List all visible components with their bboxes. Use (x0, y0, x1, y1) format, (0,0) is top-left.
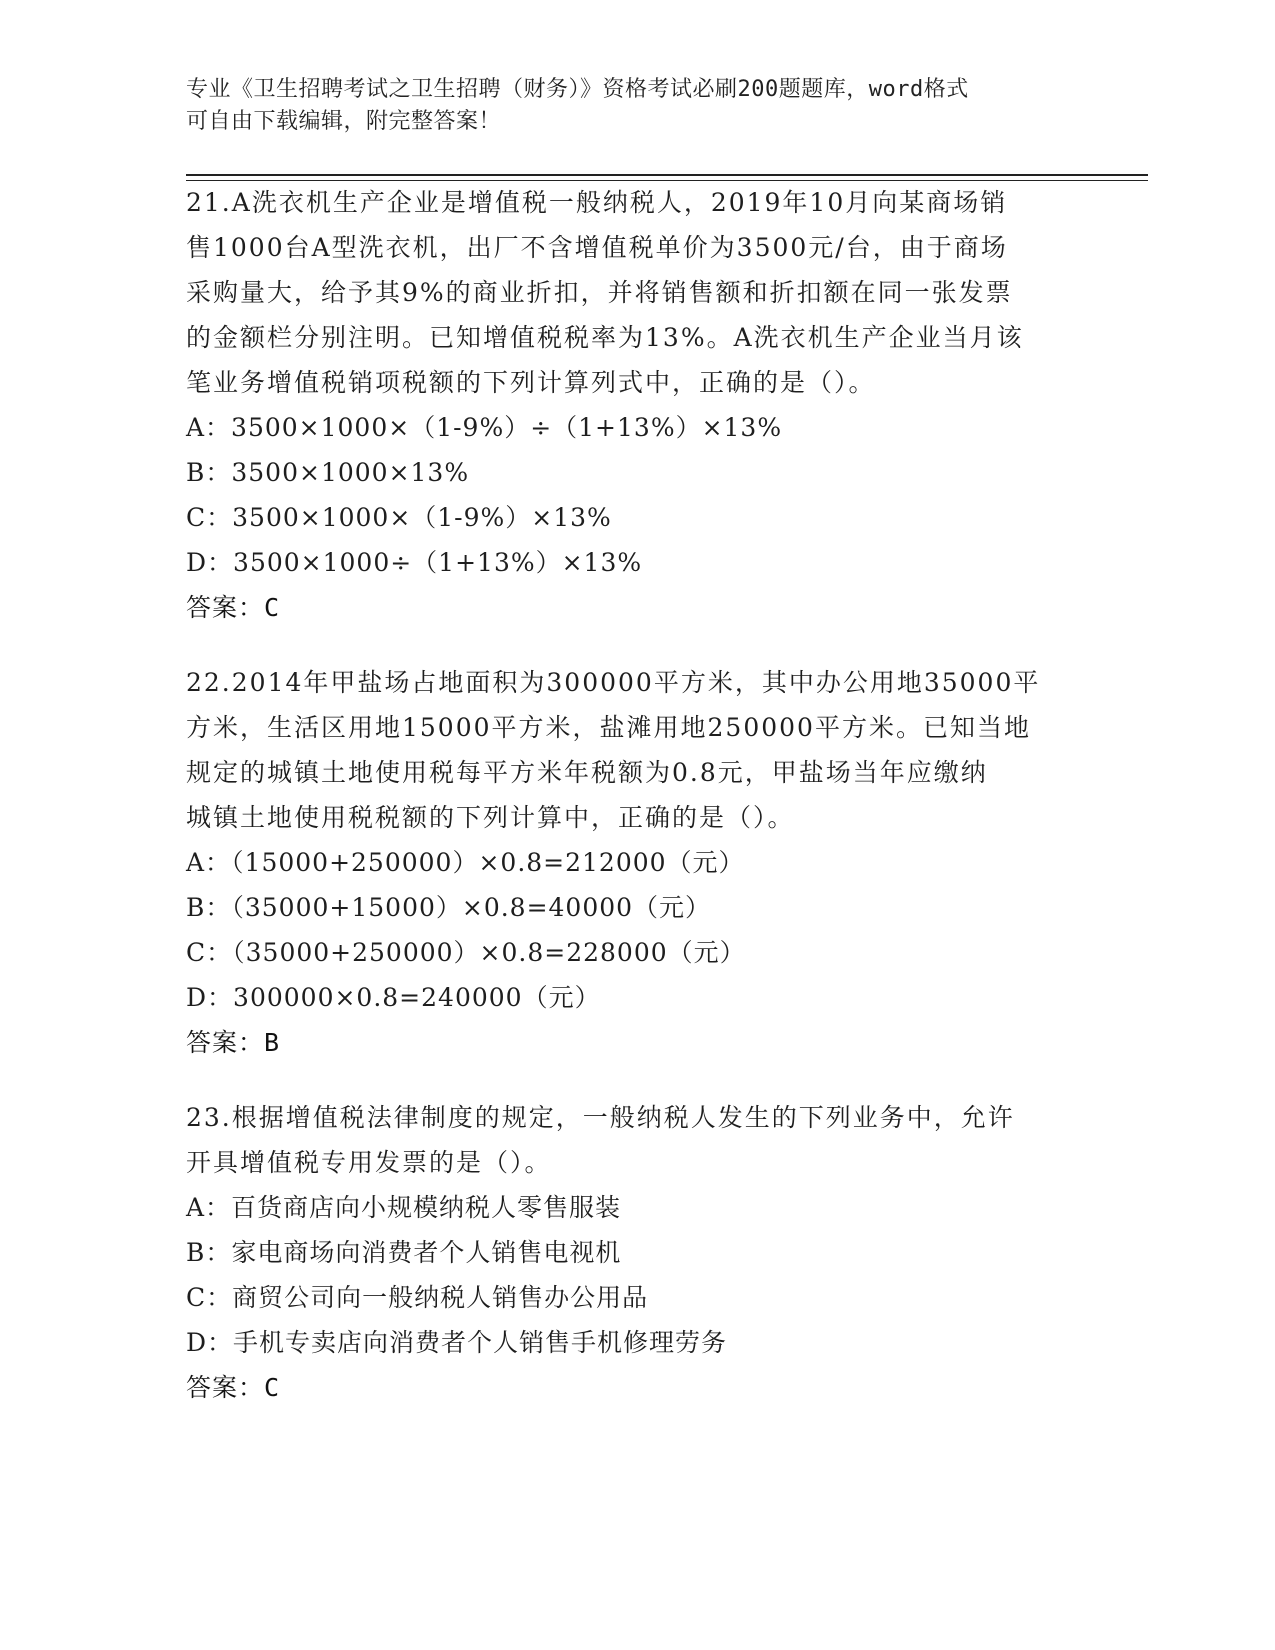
option-c: C：3500×1000×（1-9%）×13% (186, 503, 612, 532)
option-b: B：家电商场向消费者个人销售电视机 (186, 1238, 622, 1267)
option-a: A：（15000+250000）×0.8=212000（元） (186, 848, 745, 877)
question-text-line: 开具增值税专用发票的是（）。 (186, 1148, 552, 1177)
option-d: D：300000×0.8=240000（元） (186, 983, 601, 1012)
question-text-line: 售1000台A型洗衣机，出厂不含增值税单价为3500元/台，由于商场 (186, 233, 1008, 262)
option-a: A：百货商店向小规模纳税人零售服装 (186, 1193, 622, 1222)
answer-line: 答案：C (186, 593, 281, 622)
option-d: D：手机专卖店向消费者个人销售手机修理劳务 (186, 1328, 728, 1357)
option-d: D：3500×1000÷（1+13%）×13% (186, 548, 643, 577)
question-text-line: 22.2014年甲盐场占地面积为300000平方米，其中办公用地35000平 (186, 668, 1041, 697)
document-header (186, 74, 1066, 138)
option-c: C：商贸公司向一般纳税人销售办公用品 (186, 1283, 649, 1312)
answer-line: 答案：B (186, 1028, 281, 1057)
question-text-line: 笔业务增值税销项税额的下列计算列式中，正确的是（）。 (186, 368, 876, 397)
question-text-line: 的金额栏分别注明。已知增值税税率为13%。A洗衣机生产企业当月该 (186, 323, 1024, 352)
question-text-line: 方米，生活区用地15000平方米，盐滩用地250000平方米。已知当地 (186, 713, 1031, 742)
question-text-line: 23.根据增值税法律制度的规定，一般纳税人发生的下列业务中，允许 (186, 1103, 1015, 1132)
header-line-2: 可自由下载编辑，附完整答案！ (186, 109, 502, 134)
question-text-line: 21.A洗衣机生产企业是增值税一般纳税人，2019年10月向某商场销 (186, 188, 1008, 217)
header-divider-thick (186, 174, 1148, 176)
question-21 (186, 180, 1086, 630)
option-b: B：（35000+15000）×0.8=40000（元） (186, 893, 712, 922)
option-a: A：3500×1000×（1-9%）÷（1+13%）×13% (186, 413, 783, 442)
question-23 (186, 1095, 1086, 1410)
option-c: C：（35000+250000）×0.8=228000（元） (186, 938, 746, 967)
question-text-line: 城镇土地使用税税额的下列计算中，正确的是（）。 (186, 803, 795, 832)
header-line-1: 专业《卫生招聘考试之卫生招聘（财务）》资格考试必刷200题题库，word格式 (186, 77, 969, 102)
question-22 (186, 660, 1086, 1065)
option-b: B：3500×1000×13% (186, 458, 470, 487)
answer-line: 答案：C (186, 1373, 281, 1402)
question-text-line: 采购量大，给予其9%的商业折扣，并将销售额和折扣额在同一张发票 (186, 278, 1013, 307)
question-text-line: 规定的城镇土地使用税每平方米年税额为0.8元，甲盐场当年应缴纳 (186, 758, 988, 787)
